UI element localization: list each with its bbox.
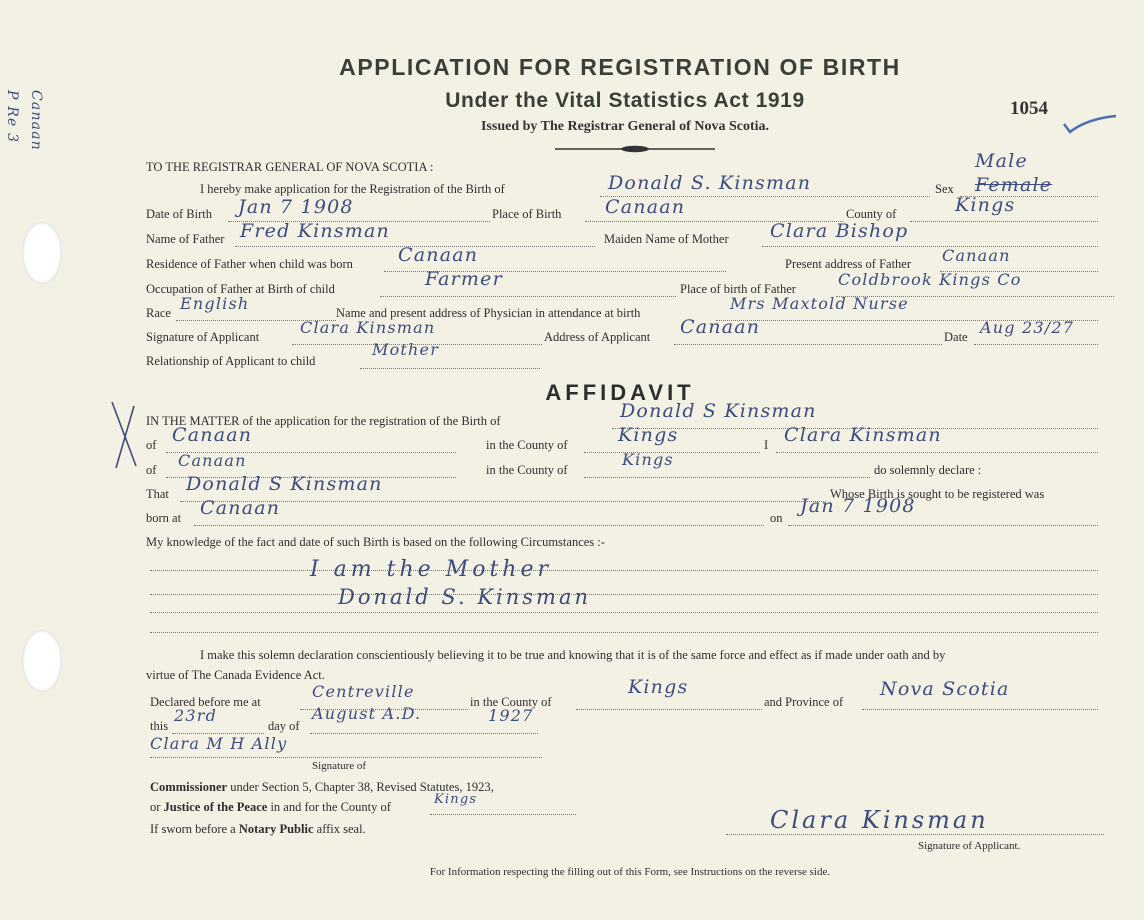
born-at-label: born at xyxy=(146,511,182,525)
punch-hole-bottom xyxy=(22,630,62,692)
margin-note-1: P Re 3 xyxy=(4,90,20,144)
on-value: Jan 7 1908 xyxy=(800,495,916,517)
province-value: Nova Scotia xyxy=(880,678,1010,700)
month-line xyxy=(310,733,538,734)
declared-value: Centreville xyxy=(312,682,415,701)
father-value: Fred Kinsman xyxy=(240,220,390,242)
jp-text: or Justice of the Peace in and for the County of xyxy=(150,800,391,814)
present-address-label: Present address of Father xyxy=(785,257,912,271)
declarant-line xyxy=(776,452,1098,453)
applicant-sig-line xyxy=(726,834,1104,835)
relationship-value: Mother xyxy=(372,340,440,359)
applicant-sig-label: Signature of Applicant. xyxy=(918,840,1021,852)
footer-note: For Information respecting the filling out of this Form, see Instructions on the reverse side. xyxy=(429,866,831,878)
signature-label: Signature of Applicant xyxy=(146,330,260,344)
race-label: Race xyxy=(146,306,171,320)
of2-label: of xyxy=(146,463,157,477)
jp-county-value: Kings xyxy=(434,792,478,807)
matter-label: IN THE MATTER of the application for the registration of the Birth of xyxy=(146,414,501,428)
address-line xyxy=(674,344,942,345)
sex-value: Male xyxy=(975,150,1028,172)
declared-county-line xyxy=(576,709,762,710)
matter-value: Donald S Kinsman xyxy=(620,400,817,422)
father-label: Name of Father xyxy=(146,232,225,246)
this-label: this xyxy=(150,719,169,733)
relationship-line xyxy=(360,368,540,369)
county1-value: Kings xyxy=(618,424,679,446)
title-ornament xyxy=(555,145,715,153)
circ-line-1 xyxy=(150,570,1098,571)
whose-birth-text: Whose Birth is sought to be registered was xyxy=(830,487,1045,501)
sex-struck-value: Female xyxy=(975,174,1053,196)
date-value: Aug 23/27 xyxy=(980,318,1075,337)
mother-label: Maiden Name of Mother xyxy=(604,232,729,246)
solemn-text-1: I make this solemn declaration conscientiously believing it to be true and knowing that it is of the same force and effect as if made under oath and by xyxy=(200,648,946,662)
declared-label: Declared before me at xyxy=(150,695,261,709)
day-value: 23rd xyxy=(174,706,218,725)
signature-value: Clara Kinsman xyxy=(300,318,436,337)
dob-label: Date of Birth xyxy=(146,207,212,221)
father-birthplace-value: Coldbrook Kings Co xyxy=(838,270,1022,289)
year-value: 1927 xyxy=(488,706,534,725)
check-mark-icon xyxy=(1062,114,1118,136)
county-label: County of xyxy=(846,207,897,221)
affidavit-heading: AFFIDAVIT xyxy=(545,380,695,405)
signature-of-label: Signature of xyxy=(312,760,367,772)
circ-line-2 xyxy=(150,594,1098,595)
address-label: Address of Applicant xyxy=(544,330,651,344)
pob-value: Canaan xyxy=(605,196,686,218)
county-line xyxy=(910,221,1098,222)
father-birthplace-label: Place of birth of Father xyxy=(680,282,796,296)
declare-text: do solemnly declare : xyxy=(874,463,982,477)
res-father-label: Residence of Father when child was born xyxy=(146,257,353,271)
circumstance-line-2: Donald S. Kinsman xyxy=(338,585,592,609)
occupation-line xyxy=(380,296,676,297)
punch-hole-top xyxy=(22,222,62,284)
declared-county-label: in the County of xyxy=(470,695,552,709)
that-value: Donald S Kinsman xyxy=(186,473,383,495)
date-label: Date xyxy=(944,330,968,344)
form-number: 1054 xyxy=(1010,98,1048,119)
pob-label: Place of Birth xyxy=(492,207,562,221)
county2-label: in the County of xyxy=(486,463,568,477)
declared-county-value: Kings xyxy=(628,676,689,698)
province-line xyxy=(862,709,1098,710)
form-subtitle: Under the Vital Statistics Act 1919 xyxy=(445,89,805,112)
res-father-value: Canaan xyxy=(398,244,479,266)
address-value: Canaan xyxy=(680,316,761,338)
form-title: APPLICATION FOR REGISTRATION OF BIRTH xyxy=(339,54,901,80)
jp-county-line xyxy=(430,814,576,815)
intro-label: I hereby make application for the Registration of the Birth of xyxy=(200,182,505,196)
of1-label: of xyxy=(146,438,157,452)
knowledge-text: My knowledge of the fact and date of such Birth is based on the following Circumstances :- xyxy=(146,535,605,549)
month-value: August A.D. xyxy=(312,704,422,723)
of2-value: Canaan xyxy=(178,451,247,470)
race-value: English xyxy=(180,294,250,313)
circ-line-4 xyxy=(150,632,1098,633)
addressee: TO THE REGISTRAR GENERAL OF NOVA SCOTIA : xyxy=(146,160,434,174)
i-label: I xyxy=(764,438,769,452)
county2-line xyxy=(584,477,870,478)
mother-value: Clara Bishop xyxy=(770,220,909,242)
child-name-value: Donald S. Kinsman xyxy=(608,172,812,194)
occupation-value: Farmer xyxy=(425,268,503,290)
county2-value: Kings xyxy=(622,450,674,469)
date-line xyxy=(974,344,1098,345)
mother-line xyxy=(762,246,1098,247)
that-label: That xyxy=(146,487,169,501)
on-label: on xyxy=(770,511,783,525)
applicant-signature: Clara Kinsman xyxy=(770,806,989,834)
born-at-value: Canaan xyxy=(200,497,281,519)
margin-note-2: Canaan xyxy=(28,90,44,151)
county1-label: in the County of xyxy=(486,438,568,452)
county-value: Kings xyxy=(955,194,1016,216)
x-mark-icon xyxy=(108,400,140,470)
dob-value: Jan 7 1908 xyxy=(238,196,354,218)
notary-text: If sworn before a Notary Public affix seal. xyxy=(150,822,366,836)
of1-value: Canaan xyxy=(172,424,253,446)
commissioner-signature: Clara M H Ally xyxy=(150,734,288,753)
on-line xyxy=(788,525,1098,526)
occupation-label: Occupation of Father at Birth of child xyxy=(146,282,335,296)
declarant-value: Clara Kinsman xyxy=(784,424,942,446)
circumstance-line-1: I am the Mother xyxy=(310,557,552,582)
issued-by: Issued by The Registrar General of Nova Scotia. xyxy=(480,119,770,134)
relationship-label: Relationship of Applicant to child xyxy=(146,354,316,368)
circ-line-3 xyxy=(150,612,1098,613)
province-label: and Province of xyxy=(764,695,844,709)
day-of-label: day of xyxy=(268,719,300,733)
sex-label: Sex xyxy=(935,182,954,196)
physician-value: Mrs Maxtold Nurse xyxy=(730,294,909,313)
physician-label: Name and present address of Physician in attendance at birth xyxy=(336,306,641,320)
commissioner-sig-line xyxy=(150,757,542,758)
born-at-line xyxy=(194,525,764,526)
commissioner-text: Commissioner under Section 5, Chapter 38, Revised Statutes, 1923, xyxy=(150,780,494,794)
solemn-text-2: virtue of The Canada Evidence Act. xyxy=(146,668,325,682)
present-address-value: Canaan xyxy=(942,246,1011,265)
